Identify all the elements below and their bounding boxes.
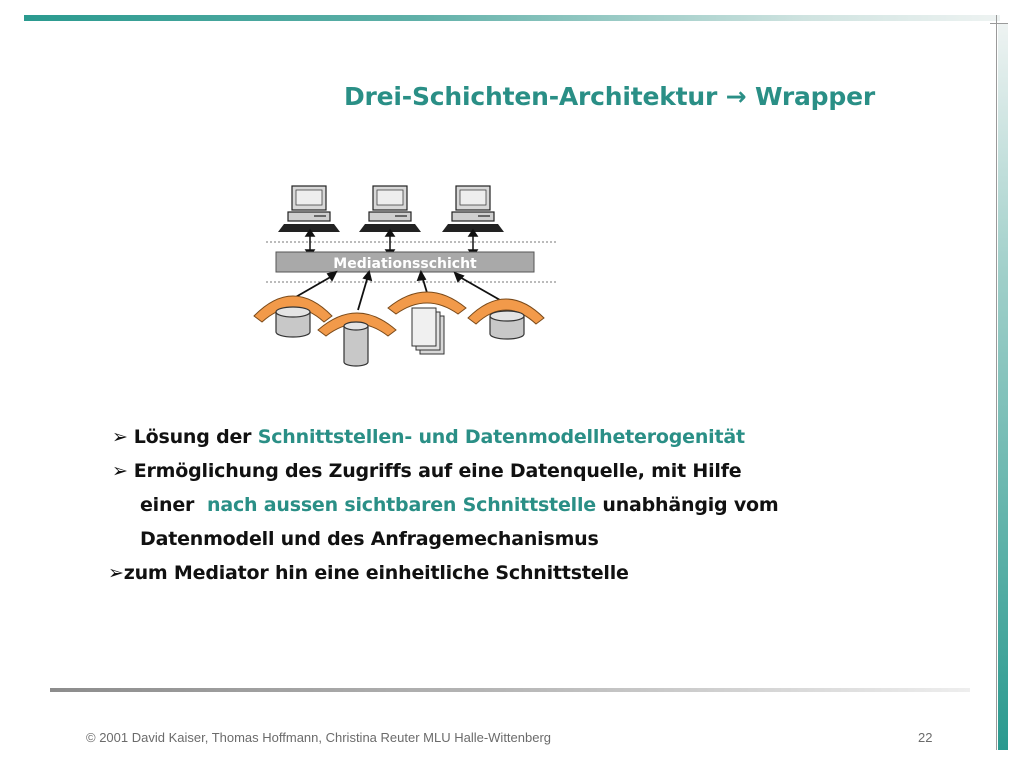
arrow-bullet-icon: ➢	[112, 460, 128, 482]
bullet-item	[112, 420, 852, 454]
bullet-text: zum Mediator hin eine einheitliche Schnittstelle	[123, 562, 629, 584]
bullet-item	[108, 556, 852, 590]
mediation-label: Mediationsschicht	[333, 256, 477, 272]
computer-icon	[278, 186, 340, 232]
database-icon	[276, 307, 310, 337]
title-part-2: Wrapper	[754, 82, 875, 111]
computer-icon	[359, 186, 421, 232]
bullet-text: Lösung der	[133, 426, 258, 448]
title-part-1: Drei-Schichten-Architektur	[344, 82, 718, 111]
bullet-text: einer	[140, 494, 208, 516]
database-icon	[490, 311, 524, 339]
bullet-text: unabhängig vom	[595, 494, 779, 516]
computer-icon	[442, 186, 504, 232]
frame-line	[996, 15, 997, 750]
bullet-text: Datenmodell und des Anfragemechanismus	[140, 528, 599, 550]
bullet-list	[108, 420, 852, 590]
arrow-bullet-icon: ➢	[112, 426, 128, 448]
title-arrow-icon: →	[725, 82, 747, 111]
arrow-bullet-icon: ➢	[108, 562, 124, 584]
footer-copyright: © 2001 David Kaiser, Thomas Hoffmann, Christina Reuter MLU Halle-Wittenberg	[86, 730, 552, 745]
footer-divider	[50, 688, 970, 692]
bullet-text: Ermöglichung des Zugriffs auf eine Datenquelle, mit Hilfe	[133, 460, 742, 482]
top-decor-bar	[24, 15, 1000, 21]
documents-icon	[412, 308, 444, 354]
page-number: 22	[918, 730, 933, 745]
slide-title	[344, 82, 964, 111]
architecture-diagram	[250, 178, 560, 378]
bullet-item	[112, 454, 852, 488]
bullet-continuation	[112, 488, 852, 522]
bullet-highlight: nach aussen sichtbaren Schnittstelle	[207, 494, 596, 516]
right-decor-bar	[998, 24, 1008, 750]
database-icon	[344, 322, 368, 366]
bullet-continuation	[112, 522, 852, 556]
bullet-highlight: Schnittstellen- und Datenmodellheterogenität	[257, 426, 745, 448]
